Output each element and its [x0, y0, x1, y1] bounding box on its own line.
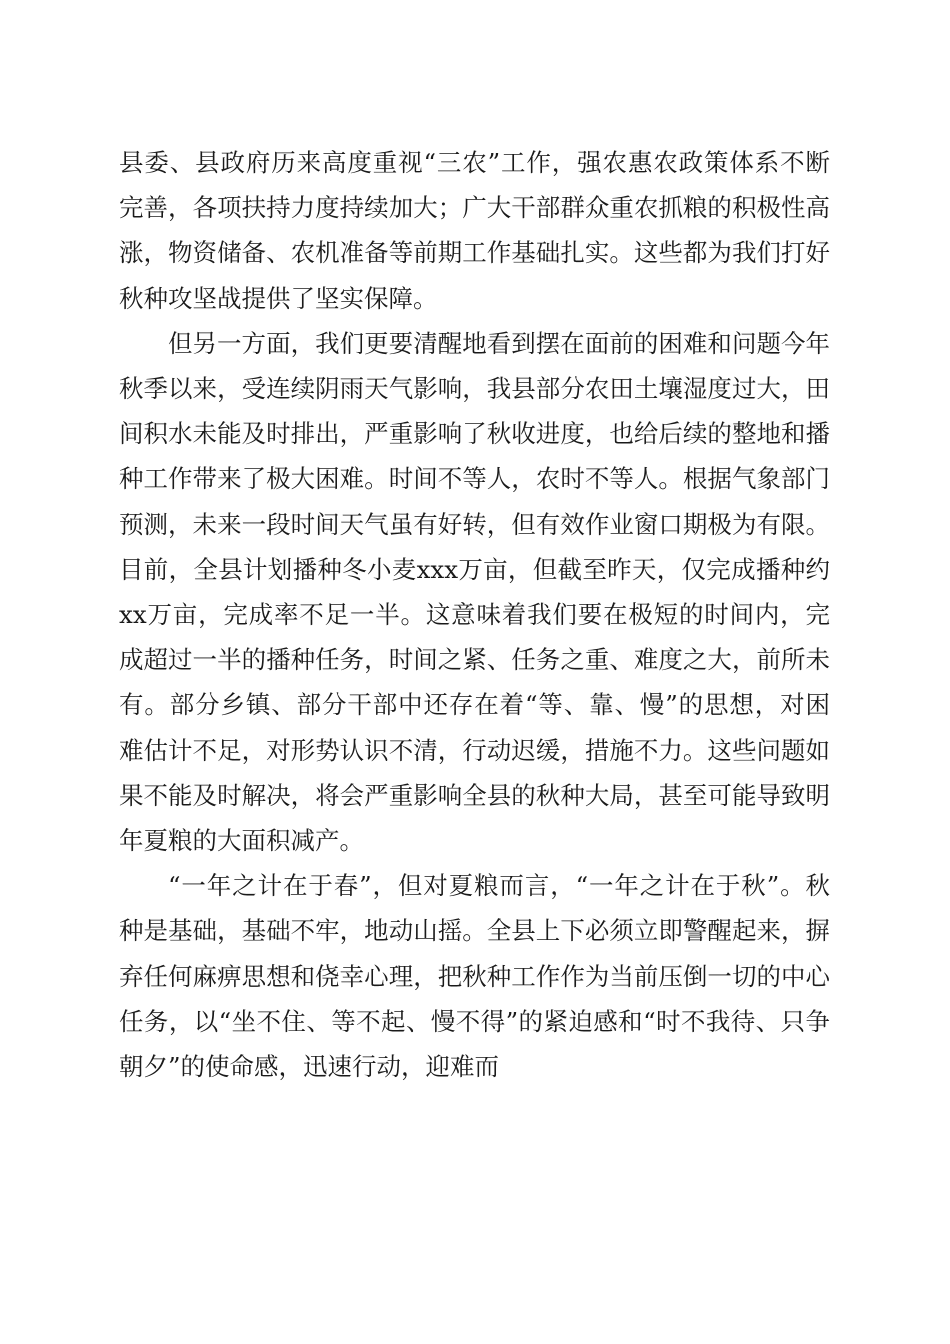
paragraph-1: 县委、县政府历来高度重视“三农”工作，强农惠农政策体系不断完善，各项扶持力度持续加大；广大干部群众重农抓粮的积极性高涨，物资储备、农机准备等前期工作基础扎实。这些都为我们打好秋种攻坚战提供了坚实保障。	[119, 148, 830, 313]
paragraph-2: 但另一方面，我们更要清醒地看到摆在面前的困难和问题今年秋季以来，受连续阴雨天气影响，我县部分农田土壤湿度过大，田间积水未能及时排出，严重影响了秋收进度，也给后续的整地和播种工作带来了极大困难。时间不等人，农时不等人。根据气象部门预测，未来一段时间天气虽有好转，但有效作业窗口期极为有限。目前，全县计划播种冬小麦xxx万亩，但截至昨天，仅完成播种约xx万亩，完成率不足一半。这意味着我们要在极短的时间内，完成超过一半的播种任务，时间之紧、任务之重、难度之大，前所未有。部分乡镇、部分干部中还存在着“等、靠、慢”的思想，对困难估计不足，对形势认识不清，行动迟缓，措施不力。这些问题如果不能及时解决，将会严重影响全县的秋种大局，甚至可能导致明年夏粮的大面积减产。	[119, 328, 830, 856]
document-body	[119, 140, 830, 1089]
paragraph-3: “一年之计在于春”，但对夏粮而言，“一年之计在于秋”。秋种是基础，基础不牢，地动山摇。全县上下必须立即警醒起来，摒弃任何麻痹思想和侥幸心理，把秋种工作作为当前压倒一切的中心任务，以“坐不住、等不起、慢不得”的紧迫感和“时不我待、只争朝夕”的使命感，迅速行动，迎难而	[119, 871, 830, 1082]
